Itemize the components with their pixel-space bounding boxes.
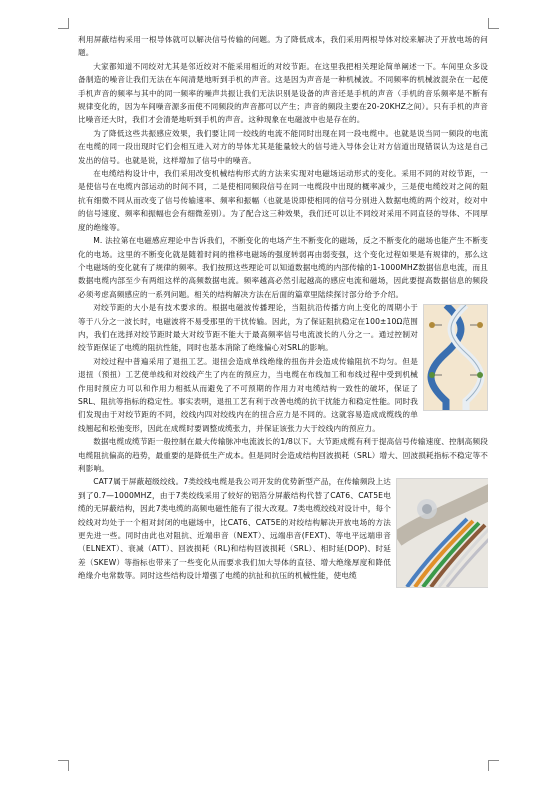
twisted-pair-illustration <box>423 304 488 411</box>
page-corner-mark-top-right <box>488 18 499 29</box>
page-corner-mark-bottom-right <box>488 760 499 771</box>
paragraph: CAT7属于屏蔽超级绞线。7类绞线电缆是我公司开发的优势新型产品，在传输频段上达到了0.7—1000MHZ，由于7类绞线采用了较好的铝箔分屏蔽结构代替了CAT6、CAT5E电缆的无屏蔽结构，因此7类电缆的高频电磁性能有了很大改观。7类电缆绞线对设计中，每个绞线对均处于一个相对封闭的电磁场中，比CAT6、CAT5E的对绞结构解决开放电场的方法更先进一些。同时由此也对阻抗、近端串音（NEXT）、远端串音(FEXT)、等电平远端串音（ELNEXT）、衰减（ATT）、回波损耗（RL)和结构回波损耗（SRL）、相时延(DOP)、时延差（SKEW）等指标也带来了一些变化从而要求我们加大导体的直径、增大绝缘厚度和降低绝缘介电常数等。同时这些结构设计增强了电缆的抗扯和抗压的机械性能，使电缆 <box>78 477 391 581</box>
shielded-cable-photo <box>396 478 488 588</box>
paragraph: 数据电缆成缆节距一般控制在最大传输脉冲电流波长的1/8以下。大节距成缆有利于提高信号传输速度、控制高频段电缆阻抗偏高的趋势，最重要的是降低生产成本。但是同时会造成结构回波损耗（SRL）增大、回波损耗指标不稳定等不利影响。 <box>78 437 488 473</box>
paragraph: 大家都知道不同绞对尤其是邻近绞对不能采用相近的对绞节距。在这里我把相关理论简单阐述一下。车间里众多设备制造的噪音让我们无法在车间清楚地听到手机的声音。这是因为声音是一种机械波。不同频率的机械波混杂在一起使手机声音的频率与其中的同一频率的噪声共振让我们无法识别是设备的声音还是手机的声音（手机的音乐频率是不断有规律变化的，因为车间噪音源多而使不同频段的声音都可以产生；声音的频段主要在20-20KHZ之间）。只有手机的声音比噪音还大时，我们才会清楚地听到手机的声音。这种现象在电磁波中也是存在的。 <box>78 61 488 125</box>
paragraph: 为了降低这些共振感应效果，我们要让同一绞线的电流不能同时出现在同一段电缆中。也就是说当同一频段的电流在电缆的同一段出现时它们会相互进入对方的导体尤其是能量较大的信号进入导体会让对方信道出现错误认为这是自己发出的信号。也就是说，这样增加了信号中的噪音。 <box>78 128 488 165</box>
page-corner-mark-top-left <box>58 18 69 29</box>
paragraph: 在电缆结构设计中，我们采用改变机械结构形式的方法来实现对电磁场运动形式的变化。采用不同的对绞节距，一是使信号在电缆内部运动的时间不同，二是使相同频段信号在同一电缆段中出现的概率减少，三是使电缆绞对之间的阻抗有细微不同从而改变了信号传输速率、频率和振幅（也就是说即使相同的信号分别进入数据电缆的两个绞对，绞对中的信号速度、频率和振幅也会有细微差别）。为了配合这三种效果，我们还可以让不同绞对采用不同直径的导体、不同厚度的绝缘等。 <box>78 169 488 232</box>
paragraph: 利用屏蔽结构采用一根导体就可以解决信号传输的问题。为了降低成本，我们采用两根导体对绞来解决了开放电场的问题。 <box>78 35 488 58</box>
paragraph: 对绞过程中普遍采用了退扭工艺。退扭会造成单线绝缘的扭伤并会造成传输阻抗不均匀。但是退扭（预扭）工艺使单线和对绞线产生了内在的预应力，当电缆在布线加工和布线过程中受到机械作用时预应力可以和作用力相抵从而避免了不可预期的作用力对电缆结构一致性的破坏，保证了SRL、阻抗等指标的稳定性。事实表明，退扭工艺有利于改善电缆的抗干扰能力和稳定性能。同时我们发现由于对绞节距的不同，绞线内四对绞线内在的扭合应力是不同的。这就容易造成成缆线的单线翘起和松弛变形，因此在成缆时要调整成缆张力，并保证该张力大于绞线内的预应力。 <box>78 356 419 433</box>
document-body <box>78 33 488 773</box>
paragraph: 对绞节距的大小是有技术要求的。根据电磁波传播理论，当阻抗沿传播方向上变化的周期小于等于八分之一波长时，电磁波将不易受那里的干扰传输。因此，为了保证阻抗稳定在100±10Ω范围内，我们在选择对绞节距时最大对绞节距不能大于最高频率信号电流波长的八分之一。通过控制对绞节距保证了电缆的阻抗性能，同时也基本消除了绝缘偏心对SRL的影响。 <box>78 303 418 353</box>
page-corner-mark-bottom-left <box>58 760 69 771</box>
paragraph: M. 法拉第在电磁感应理论中告诉我们，不断变化的电场产生不断变化的磁场，反之不断变化的磁场也能产生不断变化的电场。这里的不断变化就是随着时间的推移电磁场的强度转弱再由弱变强，这个变化过程如果是有规律的，那么这个电磁场的变化就有了规律的频率。我们按照这些理论可以知道数据电缆的内部传输的1-1000MHZ数据信息电流，而且数据电缆内部至少有两组这样的高频数据电流。频率越高必然引起越高的感应电流和磁场，因此要提高数据信息的频段必须考虑高频感应的一系列问题。相关的结构解决方法在后面的篇章里陆续探讨部分给予介绍。 <box>78 236 488 299</box>
